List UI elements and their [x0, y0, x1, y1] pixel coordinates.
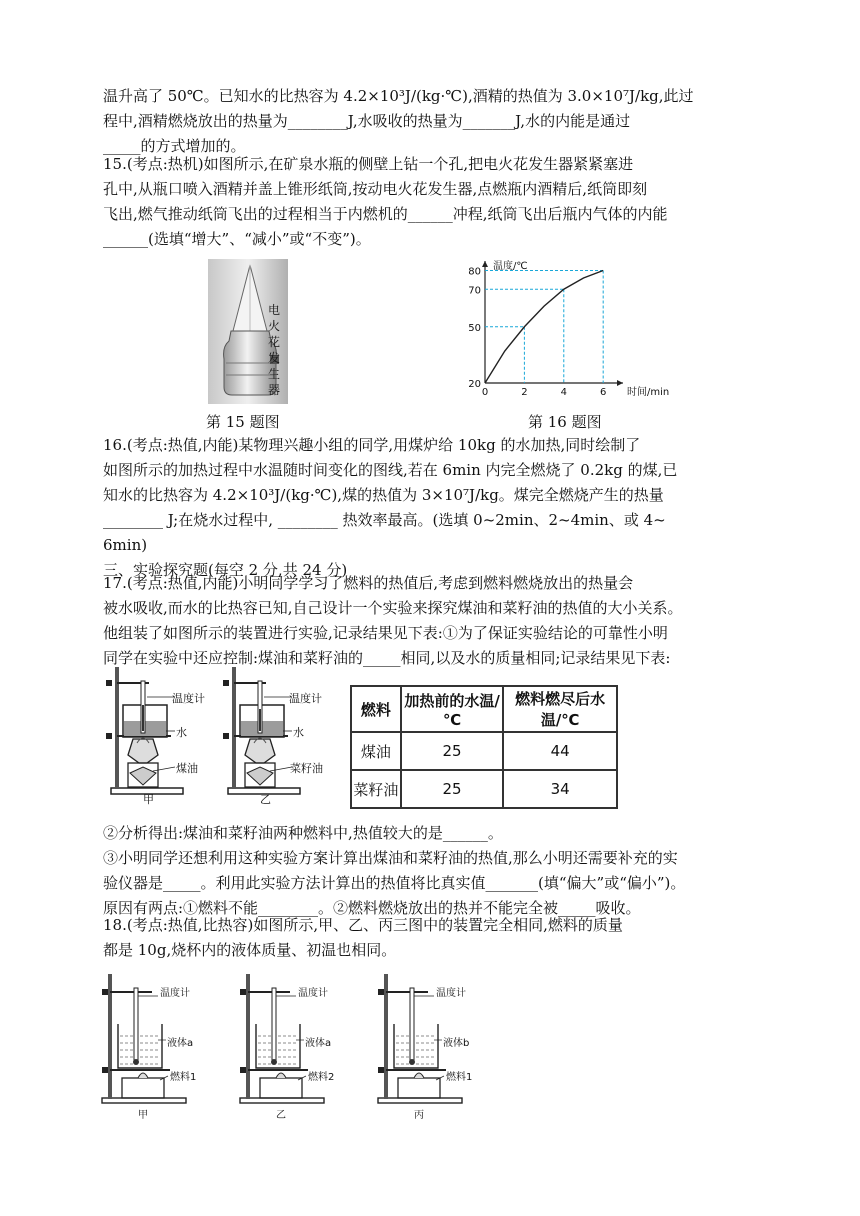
q16-line: 6min) — [103, 536, 148, 554]
q18-line: 都是 10g,烧杯内的液体质量、初温也相同。 — [103, 941, 397, 959]
q17-apparatus-jia — [103, 663, 213, 805]
q17-line: 被水吸收,而水的比热容已知,自己设计一个实验来探究煤油和菜籽油的热值的大小关系。 — [103, 599, 683, 617]
x-axis-arrow — [617, 380, 623, 386]
y-tick-label: 80 — [468, 266, 481, 278]
q17-results-table — [350, 685, 618, 809]
liquid-label: 液体a — [305, 1038, 332, 1049]
clamp — [378, 989, 384, 995]
q16-line: 16.(考点:热值,内能)某物理兴趣小组的同学,用煤炉给 10kg 的水加热,同时绘制了 — [103, 436, 641, 454]
q18-figures — [100, 970, 500, 1120]
thermometer — [134, 988, 138, 1062]
thermometer — [272, 988, 276, 1062]
x-axis-label: 时间/min — [627, 387, 670, 398]
q15-figure-label: 电火花发生器 — [268, 303, 281, 397]
q17-results-table-wrap — [346, 681, 622, 801]
clamp — [240, 1067, 246, 1073]
y-tick-label: 70 — [468, 285, 481, 297]
beaker — [394, 1024, 438, 1068]
q17-line: 验仪器是_____。利用此实验方法计算出的热值将比真实值_______(填“偏大”或“偏小”)。 — [103, 874, 686, 892]
y-axis-arrow — [482, 261, 488, 267]
fuel-label: 燃料1 — [446, 1072, 473, 1083]
question-18 — [103, 913, 779, 963]
table-cell: 25 — [401, 770, 503, 808]
fuel-label: 燃料2 — [308, 1072, 335, 1083]
thermometer-bulb — [133, 1059, 139, 1065]
clamp — [102, 989, 108, 995]
fuel-holder — [260, 1078, 302, 1098]
fuel-label: 煤油 — [176, 762, 198, 775]
table-header-cell: 燃料 — [351, 686, 401, 732]
q15-line: 飞出,燃气推动纸筒飞出的过程相当于内燃机的______冲程,纸筒飞出后瓶内气体的内能 — [103, 205, 668, 223]
question-17 — [103, 571, 779, 671]
q17-line: ②分析得出:煤油和菜籽油两种燃料中,热值较大的是______。 — [103, 824, 503, 842]
fuel-holder — [398, 1078, 440, 1098]
water-label: 水 — [176, 726, 187, 739]
q17-line: 他组装了如图所示的装置进行实验,记录结果见下表:①为了保证实验结论的可靠性小明 — [103, 624, 668, 642]
thermometer-label: 温度计 — [172, 692, 205, 705]
liquid-label: 液体b — [443, 1038, 470, 1049]
table-row — [351, 732, 617, 770]
table-cell: 25 — [401, 732, 503, 770]
clamp — [102, 1067, 108, 1073]
q18-line: 18.(考点:热值,比热容)如图所示,甲、乙、丙三图中的装置完全相同,燃料的质量 — [103, 916, 623, 934]
flame — [138, 1073, 148, 1078]
table-header-cell: 燃料燃尽后水温/℃ — [503, 686, 617, 732]
water-label: 水 — [293, 726, 304, 739]
x-tick-label: 4 — [560, 387, 567, 398]
x-tick-label: 2 — [521, 387, 528, 398]
table-header-row — [351, 686, 617, 732]
q15-line: 15.(考点:热机)如图所示,在矿泉水瓶的侧壁上钻一个孔,把电火花发生器紧紧塞进 — [103, 155, 634, 173]
q17-apparatus-yi — [220, 663, 335, 805]
thermometer-bulb — [271, 1059, 277, 1065]
figure-label: 乙 — [276, 1110, 286, 1121]
figure-label: 甲 — [138, 1110, 148, 1121]
q16-line: 知水的比热容为 4.2×10³J/(kg·℃),煤的热值为 3×10⁷J/kg。煤完全燃烧产生的热量 — [103, 486, 664, 504]
table-cell: 菜籽油 — [351, 770, 401, 808]
q17-line: 17.(考点:热值,内能)小明同学学习了燃料的热值后,考虑到燃料燃烧放出的热量会 — [103, 574, 634, 592]
y-tick-label: 50 — [468, 322, 481, 334]
flame — [276, 1073, 286, 1078]
base-plate — [102, 1098, 186, 1103]
q17-line: 原因有两点:①燃料不能________。②燃料燃烧放出的热并不能完全被_____吸收。 — [103, 899, 641, 917]
table-cell: 煤油 — [351, 732, 401, 770]
q15-line: ______(选填“增大”、“减小”或“不变”)。 — [103, 230, 371, 248]
figure-label-jia: 甲 — [143, 793, 154, 806]
question-16 — [103, 433, 779, 583]
beaker — [256, 1024, 300, 1068]
q16-line: 如图所示的加热过程中水温随时间变化的图线,若在 6min 内完全燃烧了 0.2kg 的煤,已 — [103, 461, 678, 479]
table-cell: 34 — [503, 770, 617, 808]
fuel-holder — [122, 1078, 164, 1098]
table-row — [351, 770, 617, 808]
thermometer — [410, 988, 414, 1062]
y-tick-label: 20 — [468, 379, 481, 390]
thermometer-label: 温度计 — [160, 988, 190, 999]
x-tick-label: 6 — [599, 387, 607, 398]
clamp — [240, 989, 246, 995]
q16-line: ________ J;在烧水过程中, ________ 热效率最高。(选填 0~2min、2~4min、或 4~ — [103, 511, 666, 529]
question-17-continued — [103, 821, 779, 921]
q14-line: 程中,酒精燃烧放出的热量为________J,水吸收的热量为_______J,水的内能是通过 — [103, 112, 631, 130]
base-plate — [378, 1098, 462, 1103]
flame — [414, 1073, 424, 1078]
base-plate — [240, 1098, 324, 1103]
figure-label: 丙 — [414, 1110, 424, 1121]
q14-line: _____的方式增加的。 — [103, 137, 246, 155]
origin-label: 0 — [481, 387, 489, 398]
q16-chart — [455, 257, 680, 402]
q14-line: 温升高了 50℃。已知水的比热容为 4.2×10³J/(kg·℃),酒精的热值为 3.0×10⁷J/kg,此过 — [103, 87, 694, 105]
y-axis-label: 温度/℃ — [493, 261, 528, 272]
liquid-label: 液体a — [167, 1038, 194, 1049]
q14-continuation — [103, 84, 779, 159]
question-15 — [103, 152, 779, 252]
thermometer-label: 温度计 — [289, 692, 322, 705]
thermometer-label: 温度计 — [298, 988, 328, 999]
fuel-label: 菜籽油 — [290, 762, 323, 775]
q17-line: 同学在实验中还应控制:煤油和菜籽油的_____相同,以及水的质量相同;记录结果见下表: — [103, 649, 671, 667]
thermometer-label: 温度计 — [436, 988, 466, 999]
q17-line: ③小明同学还想利用这种实验方案计算出煤油和菜籽油的热值,那么小明还需要补充的实 — [103, 849, 678, 867]
q16-caption: 第 16 题图 — [528, 413, 602, 431]
q15-caption: 第 15 题图 — [206, 413, 280, 431]
table-header-cell: 加热前的水温/℃ — [401, 686, 503, 732]
thermometer-bulb — [409, 1059, 415, 1065]
beaker — [118, 1024, 162, 1068]
fuel-label: 燃料1 — [170, 1072, 197, 1083]
table-cell: 44 — [503, 732, 617, 770]
section-3-heading: 三、实验探究题(每空 2 分,共 24 分) — [103, 561, 348, 579]
figure-label-yi: 乙 — [260, 793, 271, 806]
clamp — [378, 1067, 384, 1073]
q15-line: 孔中,从瓶口喷入酒精并盖上锥形纸筒,按动电火花发生器,点燃瓶内酒精后,纸筒即刻 — [103, 180, 648, 198]
